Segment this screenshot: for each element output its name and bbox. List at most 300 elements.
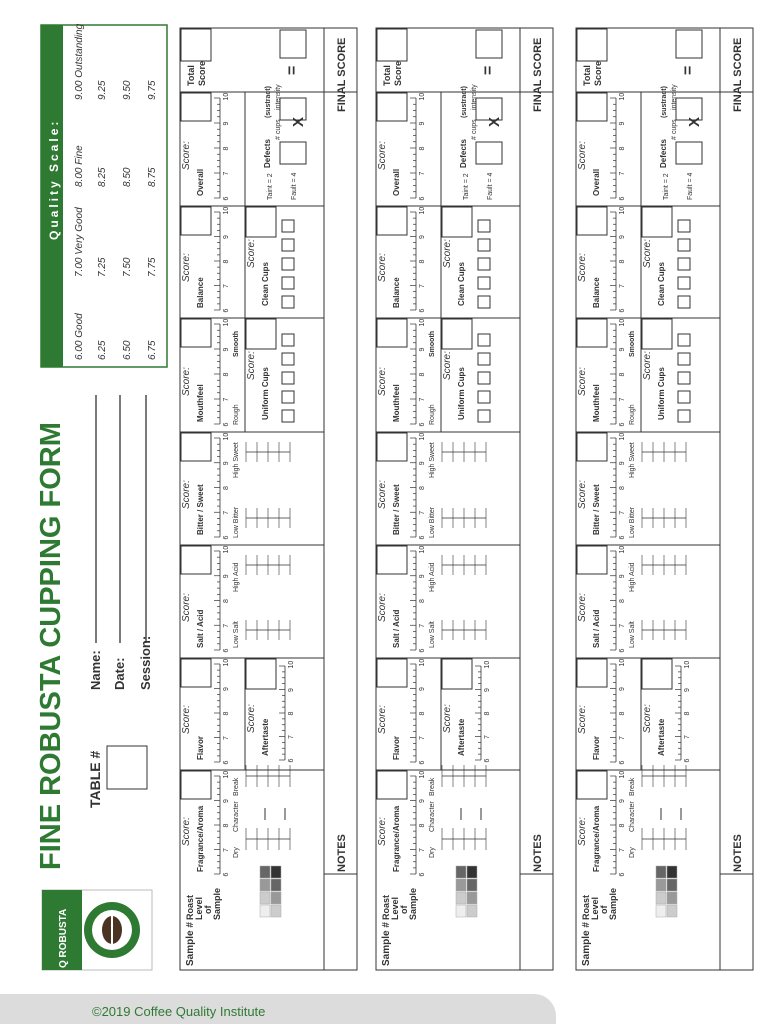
scale-number: 8 [419,486,426,490]
cup-checkbox[interactable] [478,391,490,403]
roast-level-label: of [203,905,213,914]
section-label: Fragrance/Aroma [592,805,601,872]
scale-number: 7 [619,848,626,852]
scale-number: 7 [419,397,426,402]
scale-number: 9 [619,574,626,579]
taint-label: Taint = 2 [267,173,274,200]
scale-number: 8 [223,711,230,716]
sample-number-label: Sample # [381,922,392,966]
score-box[interactable] [181,546,211,574]
dry-label: Dry [429,847,436,858]
score-label: Score: [577,367,588,396]
quality-scale-value: 6.75 [147,340,158,360]
scale-number: 8 [419,599,426,603]
sample-block-frame [576,28,753,970]
score-box[interactable] [377,659,407,687]
score-label: Score: [377,141,388,170]
cup-checkbox[interactable] [478,296,490,308]
score-label: Score: [377,480,388,509]
cup-checkbox[interactable] [678,391,690,403]
scale-number: 9 [484,688,491,692]
copyright-text: ©2019 Coffee Quality Institute [92,1004,266,1019]
cup-checkbox[interactable] [678,372,690,384]
total-score-section [181,29,306,86]
score-box[interactable] [577,93,607,121]
scale-number: 10 [619,318,626,327]
scale-number: 8 [619,823,626,828]
scale-number: 7 [223,510,230,515]
notes-area[interactable] [521,92,552,872]
section-label: Flavor [592,735,601,760]
cup-checkbox[interactable] [478,372,490,384]
cup-checkbox[interactable] [282,220,294,232]
scale-number: 10 [223,545,230,554]
quality-scale-value: 9.75 [147,80,158,100]
scale-number: 10 [223,318,230,327]
quality-scale-value: 8.25 [97,167,108,187]
clean-cups-label: Clean Cups [657,261,666,306]
section-label: Balance [196,277,205,308]
cup-checkbox[interactable] [478,258,490,270]
scale-number: 7 [223,284,230,288]
roast-swatch [271,879,281,891]
score-box[interactable] [181,207,211,235]
roast-swatch [260,905,270,917]
dry-label: Dry [629,847,636,858]
rough-label: Rough [233,404,240,425]
score-section [377,765,486,877]
low-salt-label: Low Salt [233,621,240,648]
scale-number: 6 [619,308,626,313]
cup-checkbox[interactable] [678,334,690,346]
score-section [181,84,307,206]
scale-number: 10 [419,770,426,779]
total-score-box[interactable] [377,29,407,61]
scale-number: 7 [619,397,626,402]
section-label: Salt / Acid [392,609,401,648]
scale-number: 6 [619,760,626,765]
cup-checkbox[interactable] [678,277,690,289]
scale-number: 10 [288,660,295,669]
name-label: Name: [88,650,103,690]
spacer [250,890,251,891]
uniform-score-box[interactable] [442,319,472,349]
score-label: Score: [181,705,192,734]
score-box[interactable] [577,546,607,574]
scale-number: 10 [223,92,230,101]
scale-number: 10 [419,432,426,441]
roast-swatch [667,879,677,891]
score-box[interactable] [577,771,607,799]
scale-number: 6 [619,535,626,540]
score-box[interactable] [377,319,407,347]
roast-swatch [667,892,677,904]
defect-total-box[interactable] [280,30,306,58]
scale-number: 6 [223,760,230,765]
page-title: FINE ROBUSTA CUPPING FORM [35,422,67,870]
scale-number: 7 [419,171,426,176]
score-label: Score: [442,704,453,733]
cup-checkbox[interactable] [678,296,690,308]
defects-subtract-label: (sustract) [661,86,668,118]
roast-level-label: Sample [608,887,618,920]
scale-number: 8 [619,372,626,377]
scale-number: 7 [223,848,230,852]
roast-swatch [467,892,477,904]
score-box[interactable] [181,319,211,347]
score-label: Score: [377,705,388,734]
sample-number-label: Sample # [581,922,592,966]
clean-cups-label: Clean Cups [457,261,466,306]
high-sweet-label: High Sweet [429,442,436,478]
total-score-section [577,29,702,86]
cups-count-box[interactable] [280,142,306,164]
roast-swatch [456,892,466,904]
scale-number: 8 [419,146,426,151]
cup-checkbox[interactable] [678,410,690,422]
scale-number: 9 [419,347,426,352]
cup-checkbox[interactable] [678,220,690,232]
roast-swatch [667,905,677,917]
total-score-label: Total [582,65,592,86]
cup-checkbox[interactable] [678,258,690,270]
total-score-box[interactable] [181,29,211,61]
notes-label: NOTES [732,834,744,872]
total-score-label: Total [186,65,196,86]
scale-number: 8 [619,146,626,151]
section-label: Bitter / Sweet [392,484,401,535]
total-score-label: Score [197,60,207,86]
score-section [577,658,691,770]
notes-label: NOTES [532,834,544,872]
cup-checkbox[interactable] [282,296,294,308]
spacer [446,890,447,891]
roast-level-label: Roast [185,894,195,920]
scale-number: 10 [684,660,691,669]
total-score-label: Total [382,65,392,86]
cup-checkbox[interactable] [282,372,294,384]
fault-label: Fault = 4 [291,172,298,200]
roast-level-label: of [599,905,609,914]
defect-total-box[interactable] [476,30,502,58]
roast-level-label: of [399,905,409,914]
roast-swatch [456,866,466,878]
scale-number: 6 [419,535,426,540]
defects-subtract-label: (sustract) [265,86,272,118]
scale-number: 10 [419,545,426,554]
uniform-score-box[interactable] [246,319,276,349]
score-section [377,84,503,206]
smooth-label: Smooth [233,330,240,357]
quality-scale-value: 7.75 [147,257,158,277]
scale-number: 9 [223,461,230,466]
cup-checkbox[interactable] [478,410,490,422]
intensity-label: intensity [471,84,478,110]
logo-text: Q ROBUSTA [58,908,69,968]
taint-label: Taint = 2 [463,173,470,200]
spacer [646,890,647,891]
quality-scale-title: Quality Scale: [47,118,61,240]
quality-scale-value: 6.25 [97,340,108,360]
high-acid-label: High Acid [629,562,636,592]
score-box[interactable] [377,546,407,574]
roast-level-label: Sample [212,887,222,920]
section-label: Flavor [196,735,205,760]
score-label: Score: [577,480,588,509]
spacer [646,890,647,891]
scale-number: 10 [619,770,626,779]
score-box[interactable] [577,319,607,347]
score-label: Score: [181,480,192,509]
sample-block [180,28,357,970]
score-box[interactable] [577,433,607,461]
score-label: Score: [377,817,388,846]
scale-number: 6 [419,196,426,201]
fault-label: Fault = 4 [687,172,694,200]
scale-number: 9 [419,799,426,803]
scale-number: 7 [288,735,295,739]
spacer [646,890,647,891]
scale-number: 8 [223,146,230,151]
roast-swatch [260,866,270,878]
scale-number: 9 [223,574,230,579]
spacer [446,890,447,891]
scale-number: 10 [419,92,426,101]
scale-number: 6 [419,648,426,653]
times-sign: X [290,116,307,127]
score-section [577,84,703,206]
cup-checkbox[interactable] [478,277,490,289]
quality-scale-value: 7.50 [122,257,133,277]
cup-checkbox[interactable] [478,353,490,365]
total-score-box[interactable] [577,29,607,61]
uniform-score-box[interactable] [642,319,672,349]
quality-scale-value: 6.00 Good [74,313,85,360]
cup-checkbox[interactable] [282,239,294,251]
score-box[interactable] [181,93,211,121]
cup-checkbox[interactable] [478,239,490,251]
scale-number: 8 [223,259,230,264]
cups-label: # cups [471,119,478,140]
quality-scale-value: 7.25 [97,257,108,277]
scale-number: 9 [223,347,230,352]
intensity-label: intensity [275,84,282,110]
low-bitter-label: Low Bitter [233,506,240,538]
aftertaste-label: Aftertaste [657,718,666,756]
score-box[interactable] [577,659,607,687]
clean-score-box[interactable] [442,207,472,237]
high-sweet-label: High Sweet [629,442,636,478]
aftertaste-score-box[interactable] [246,659,276,689]
aftertaste-label: Aftertaste [261,718,270,756]
scale-number: 8 [484,711,491,716]
defects-label: Defects [459,139,468,168]
cup-checkbox[interactable] [282,410,294,422]
roast-swatch [656,892,666,904]
scale-number: 9 [684,688,691,692]
score-section [377,546,486,653]
score-box[interactable] [377,207,407,235]
sample-block [576,28,753,970]
quality-scale-value: 9.25 [97,80,108,100]
scale-number: 7 [419,736,426,740]
cup-checkbox[interactable] [282,258,294,270]
character-label: Character [429,801,436,832]
roast-swatch [667,866,677,878]
scale-number: 10 [419,318,426,327]
clean-score-box[interactable] [642,207,672,237]
score-label: Score: [246,704,257,733]
scale-number: 8 [223,823,230,828]
quality-scale-value: 8.75 [147,167,158,187]
final-score-label: FINAL SCORE [532,37,544,112]
scale-number: 9 [619,461,626,466]
scale-number: 9 [419,461,426,466]
scale-number: 9 [619,687,626,691]
scale-number: 7 [684,735,691,739]
section-label: Balance [592,277,601,308]
scale-number: 8 [619,599,626,603]
score-section [577,318,690,432]
score-label: Score: [442,239,453,268]
form-header [35,23,167,970]
roast-swatch [271,905,281,917]
cup-checkbox[interactable] [282,353,294,365]
cups-count-box[interactable] [676,142,702,164]
scale-number: 10 [619,206,626,215]
rough-label: Rough [629,404,636,425]
intensity-label: intensity [671,84,678,110]
scale-number: 7 [223,171,230,176]
character-label: Character [629,801,636,832]
total-score-section [377,29,502,86]
cup-checkbox[interactable] [478,334,490,346]
footer-bar [0,994,556,1024]
score-section [377,318,490,432]
cup-checkbox[interactable] [282,334,294,346]
score-box[interactable] [181,659,211,687]
scale-number: 9 [223,121,230,126]
scale-number: 10 [619,92,626,101]
notes-area[interactable] [325,92,356,872]
scale-number: 8 [619,711,626,716]
spacer [646,890,647,891]
scale-number: 7 [223,397,230,402]
low-salt-label: Low Salt [629,621,636,648]
scale-number: 6 [223,422,230,427]
cups-count-box[interactable] [476,142,502,164]
score-box[interactable] [181,433,211,461]
scale-number: 7 [419,848,426,852]
intensity-box[interactable] [280,98,306,120]
score-label: Score: [377,367,388,396]
scale-number: 7 [619,284,626,288]
cup-checkbox[interactable] [678,353,690,365]
score-box[interactable] [377,771,407,799]
low-bitter-label: Low Bitter [429,506,436,538]
total-score-label: Score [593,60,603,86]
session-label: Session: [138,635,153,690]
score-section [577,546,686,653]
aftertaste-score-box[interactable] [642,659,672,689]
roast-swatch [456,879,466,891]
cup-checkbox[interactable] [478,220,490,232]
aftertaste-score-box[interactable] [442,659,472,689]
scale-number: 9 [223,799,230,803]
scale-number: 7 [484,735,491,739]
spacer [446,890,447,891]
score-label: Score: [181,367,192,396]
spacer [250,890,251,891]
scale-number: 8 [223,372,230,377]
uniform-cups-label: Uniform Cups [457,367,466,420]
cup-checkbox[interactable] [282,391,294,403]
intensity-box[interactable] [676,98,702,120]
score-label: Score: [642,239,653,268]
smooth-label: Smooth [629,330,636,357]
scale-number: 8 [619,486,626,490]
scale-number: 6 [619,872,626,877]
cup-checkbox[interactable] [282,277,294,289]
score-box[interactable] [181,771,211,799]
defect-total-box[interactable] [676,30,702,58]
scale-number: 8 [684,711,691,716]
roast-swatch [656,905,666,917]
scale-number: 9 [619,121,626,126]
defects-label: Defects [659,139,668,168]
score-box[interactable] [377,93,407,121]
spacer [446,890,447,891]
roast-swatch [467,866,477,878]
spacer [646,890,647,891]
score-section [181,658,295,770]
score-box[interactable] [577,207,607,235]
score-section [377,206,490,318]
notes-area[interactable] [721,92,752,872]
spacer [250,890,251,891]
uniform-cups-label: Uniform Cups [657,367,666,420]
times-sign: X [686,116,703,127]
scale-number: 10 [223,770,230,779]
roast-swatch [260,879,270,891]
score-box[interactable] [377,433,407,461]
cup-checkbox[interactable] [678,239,690,251]
score-label: Score: [181,593,192,622]
section-label: Flavor [392,735,401,760]
scale-number: 10 [223,432,230,441]
spacer [446,890,447,891]
clean-score-box[interactable] [246,207,276,237]
scale-number: 10 [223,206,230,215]
scale-number: 6 [223,648,230,653]
score-label: Score: [577,253,588,282]
table-number-box[interactable] [107,746,147,789]
high-acid-label: High Acid [233,562,240,592]
sample-block-frame [376,28,553,970]
roast-swatch [271,892,281,904]
score-label: Score: [577,141,588,170]
roast-swatch [467,879,477,891]
intensity-box[interactable] [476,98,502,120]
notes-label: NOTES [336,834,348,872]
final-score-label: FINAL SCORE [336,37,348,112]
score-label: Score: [377,593,388,622]
scale-number: 6 [484,758,491,763]
section-label: Mouthfeel [196,384,205,422]
score-section [377,433,486,540]
scale-number: 6 [223,196,230,201]
scale-number: 7 [419,284,426,288]
